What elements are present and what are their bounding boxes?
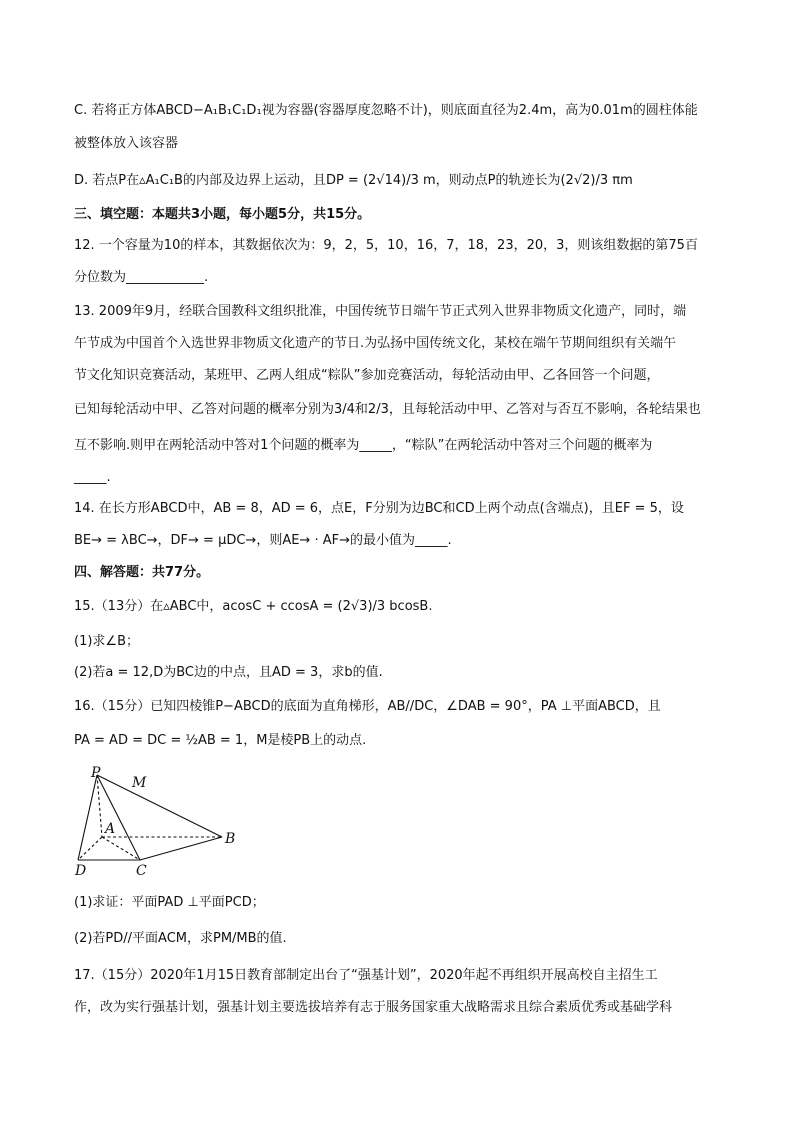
question-14-line-1: 14. 在长方形ABCD中，AB = 8，AD = 6，点E，F分别为边BC和CD上两个动点(含端点)，且EF = 5，设 xyxy=(74,501,684,516)
vertex-b-label: B xyxy=(225,831,236,847)
question-16-part-2: (2)若PD//平面ACM，求PM/MB的值. xyxy=(74,931,287,946)
section-3-heading: 三、填空题：本题共3小题，每小题5分，共15分。 xyxy=(74,207,371,222)
question-16-line-2: PA = AD = DC = ½AB = 1，M是棱PB上的动点. xyxy=(74,733,367,748)
question-14-line-2: BE→ = λBC→，DF→ = μDC→，则AE→ · AF→的最小值为_____. xyxy=(74,533,452,548)
vertex-d-label: D xyxy=(75,863,87,879)
vertex-p-label: P xyxy=(91,765,101,781)
question-17-line-2: 作，改为实行强基计划，强基计划主要选拔培养有志于服务国家重大战略需求且综合素质优秀或基础学科 xyxy=(74,1000,673,1015)
vertex-c-label: C xyxy=(136,863,147,879)
question-13-line-6: _____. xyxy=(74,470,111,485)
question-12-line-2: 分位数为____________. xyxy=(74,270,209,285)
option-c-line-2: 被整体放入该容器 xyxy=(74,136,179,151)
question-15-part-2: (2)若a = 12,D为BC边的中点，且AD = 3，求b的值. xyxy=(74,665,383,680)
vertex-a-label: A xyxy=(105,821,116,837)
question-12-line-1: 12. 一个容量为10的样本，其数据依次为：9，2，5，10，16，7，18，23，20，3，则该组数据的第75百 xyxy=(74,238,698,253)
question-15: 15.（13分）在▵ABC中，acosC + ccosA = (2√3)/3 bcosB. xyxy=(74,599,433,614)
question-13-line-3: 节文化知识竞赛活动，某班甲、乙两人组成“粽队”参加竞赛活动，每轮活动由甲、乙各回答一个问题， xyxy=(74,368,660,383)
question-17-line-1: 17.（15分）2020年1月15日教育部制定出台了“强基计划”，2020年起不再组织开展高校自主招生工 xyxy=(74,968,658,983)
question-13-line-4: 已知每轮活动中甲、乙答对问题的概率分别为3/4和2/3，且每轮活动中甲、乙答对与否互不影响，各轮结果也 xyxy=(74,402,701,417)
pyramid-figure xyxy=(72,765,242,880)
option-c-line-1: C. 若将正方体ABCD−A₁B₁C₁D₁视为容器(容器厚度忽略不计)，则底面直径为2.4m，高为0.01m的圆柱体能 xyxy=(74,103,698,118)
section-4-heading: 四、解答题：共77分。 xyxy=(74,565,210,580)
question-16-part-1: (1)求证：平面PAD ⊥平面PCD； xyxy=(74,895,265,910)
question-13-line-5: 互不影响.则甲在两轮活动中答对1个问题的概率为_____，“粽队”在两轮活动中答对三个问题的概率为 xyxy=(74,438,653,453)
point-m-label: M xyxy=(132,775,147,791)
question-13-line-1: 13. 2009年9月，经联合国教科文组织批准，中国传统节日端午节正式列入世界非物质文化遗产，同时，端 xyxy=(74,304,687,319)
option-d: D. 若点P在▵A₁C₁B的内部及边界上运动，且DP = (2√14)/3 m，则动点P的轨迹长为(2√2)/3 πm xyxy=(74,173,633,188)
question-16-line-1: 16.（15分）已知四棱锥P−ABCD的底面为直角梯形，AB//DC，∠DAB = 90°，PA ⊥平面ABCD，且 xyxy=(74,699,661,714)
question-13-line-2: 午节成为中国首个入选世界非物质文化遗产的节日.为弘扬中国传统文化，某校在端午节期间组织有关端午 xyxy=(74,336,677,351)
question-15-part-1: (1)求∠B； xyxy=(74,634,139,649)
